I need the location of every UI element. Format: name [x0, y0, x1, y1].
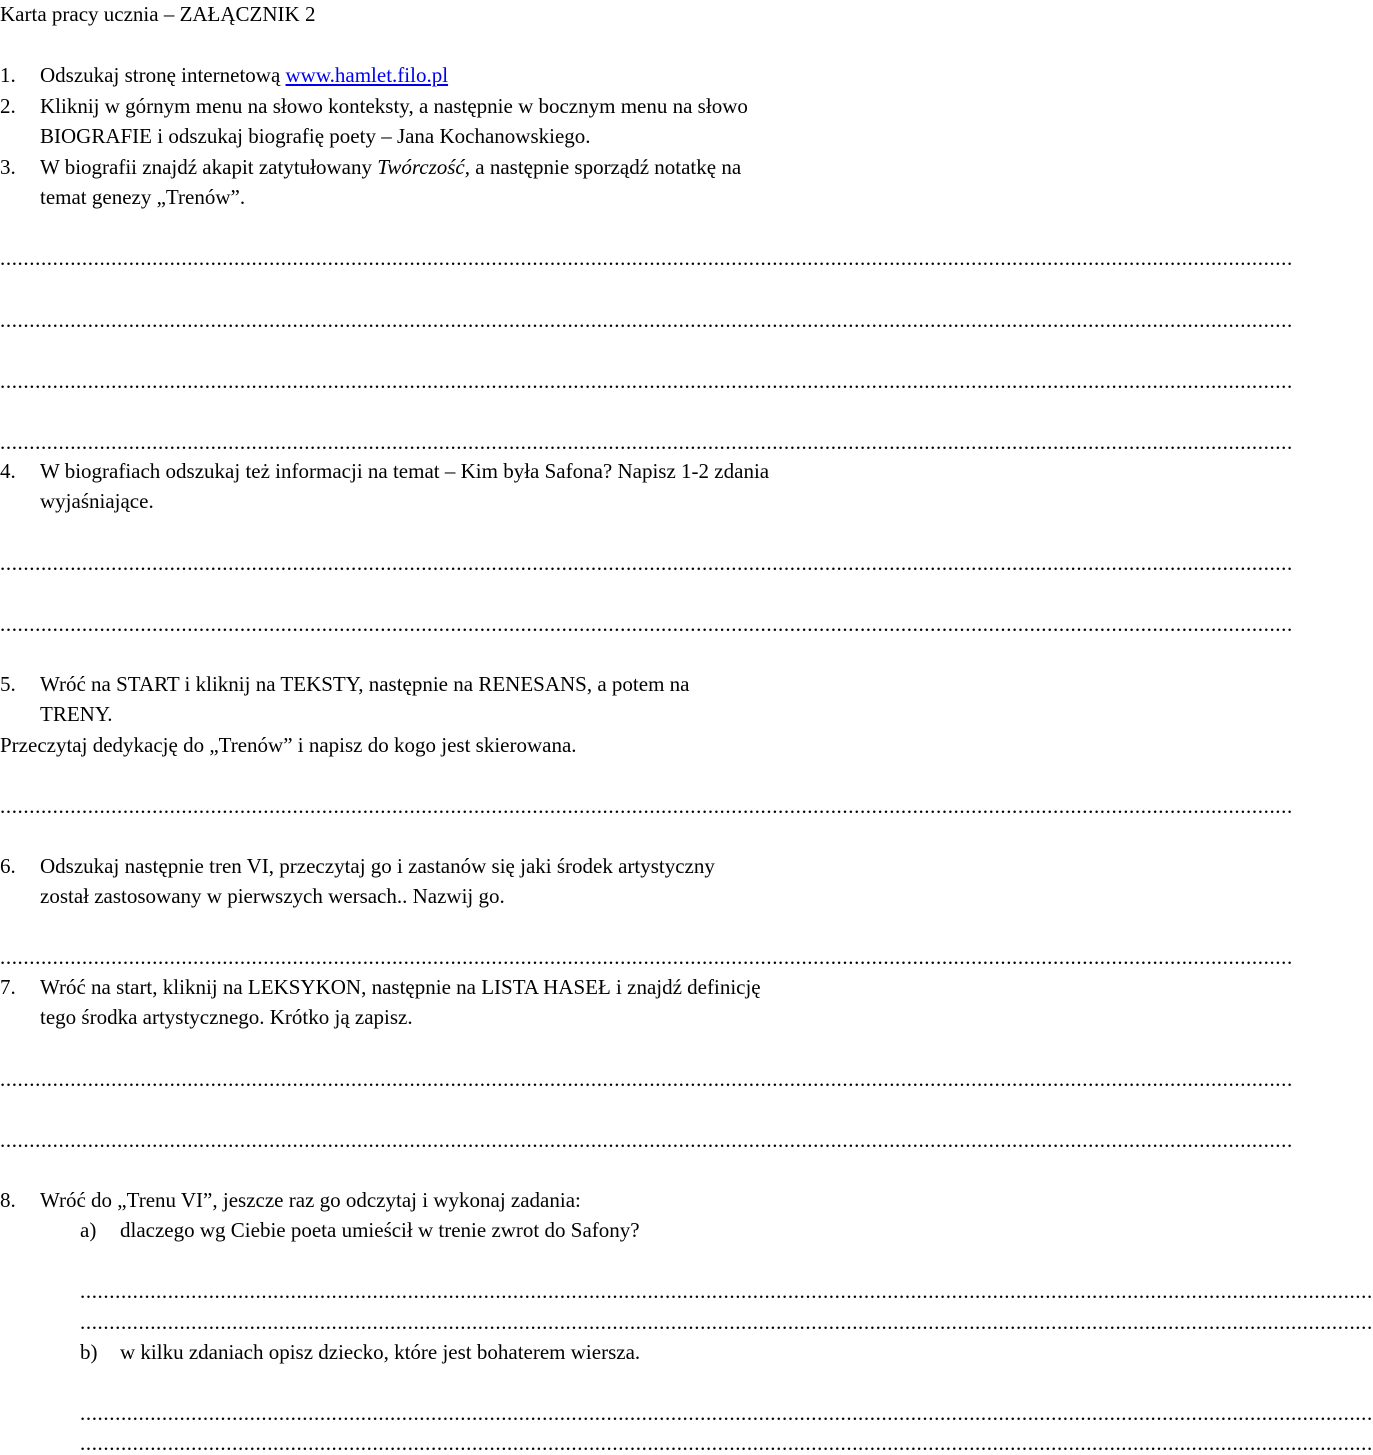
task-2-line-1: Kliknij w górnym menu na słowo konteksty, a następnie w bocznym menu na słowo: [40, 94, 748, 118]
task-8-number: 8.: [0, 1188, 16, 1212]
task-5-line-2: TRENY.: [40, 702, 113, 726]
answer-line[interactable]: .............................................................................................................................................................................................................................: [80, 1431, 1373, 1455]
task-1-number: 1.: [0, 63, 16, 87]
answer-line[interactable]: .............................................................................................................................................................................................................................: [0, 246, 1293, 270]
task-5-line-1: Wróć na START i kliknij na TEKSTY, następnie na RENESANS, a potem na: [40, 672, 690, 696]
answer-line[interactable]: .............................................................................................................................................................................................................................: [0, 551, 1293, 575]
answer-line[interactable]: .............................................................................................................................................................................................................................: [80, 1401, 1373, 1425]
task-8a-text: dlaczego wg Ciebie poeta umieścił w trenie zwrot do Safony?: [120, 1218, 640, 1242]
task-3-emphasis: Twórczość,: [377, 155, 471, 179]
task-7-number: 7.: [0, 975, 16, 999]
task-7-line-2: tego środka artystycznego. Krótko ją zapisz.: [40, 1005, 413, 1029]
task-6-line-1: Odszukaj następnie tren VI, przeczytaj go i zastanów się jaki środek artystyczny: [40, 854, 715, 878]
task-4-number: 4.: [0, 459, 16, 483]
answer-line[interactable]: .............................................................................................................................................................................................................................: [0, 612, 1293, 636]
answer-line[interactable]: .............................................................................................................................................................................................................................: [0, 1128, 1293, 1152]
task-7-line-1: Wróć na start, kliknij na LEKSYKON, następnie na LISTA HASEŁ i znajdź definicję: [40, 975, 761, 999]
answer-line[interactable]: .............................................................................................................................................................................................................................: [0, 430, 1293, 454]
task-1-text: [40, 65, 448, 86]
website-link[interactable]: www.hamlet.filo.pl: [285, 63, 449, 87]
page-title: Karta pracy ucznia – ZAŁĄCZNIK 2: [0, 2, 316, 26]
task-3-text-a: W biografii znajdź akapit zatytułowany: [40, 155, 378, 179]
task-3-line-2: temat genezy „Trenów”.: [40, 185, 246, 209]
task-5-line-3: Przeczytaj dedykację do „Trenów” i napisz do kogo jest skierowana.: [0, 733, 577, 757]
task-8b-text: w kilku zdaniach opisz dziecko, które jest bohaterem wiersza.: [120, 1340, 641, 1364]
task-3-number: 3.: [0, 155, 16, 179]
task-6-number: 6.: [0, 854, 16, 878]
task-6-line-2: został zastosowany w pierwszych wersach.. Nazwij go.: [40, 884, 505, 908]
answer-line[interactable]: .............................................................................................................................................................................................................................: [0, 369, 1293, 393]
task-4-line-1: W biografiach odszukaj też informacji na temat – Kim była Safona? Napisz 1-2 zdania: [40, 459, 770, 483]
task-5-number: 5.: [0, 672, 16, 696]
answer-line[interactable]: .............................................................................................................................................................................................................................: [0, 794, 1293, 818]
answer-line[interactable]: .............................................................................................................................................................................................................................: [0, 1067, 1293, 1091]
task-8a-label: a): [80, 1218, 97, 1242]
answer-line[interactable]: .............................................................................................................................................................................................................................: [80, 1310, 1373, 1334]
answer-line[interactable]: .............................................................................................................................................................................................................................: [0, 945, 1293, 969]
task-8b-label: b): [80, 1340, 98, 1364]
task-4-line-2: wyjaśniające.: [40, 489, 154, 513]
answer-line[interactable]: .............................................................................................................................................................................................................................: [80, 1279, 1373, 1303]
task-2-line-2: BIOGRAFIE i odszukaj biografię poety – Jana Kochanowskiego.: [40, 124, 591, 148]
answer-line[interactable]: .............................................................................................................................................................................................................................: [0, 308, 1293, 332]
task-8-line-1: Wróć do „Trenu VI”, jeszcze raz go odczytaj i wykonaj zadania:: [40, 1188, 581, 1212]
task-3-line-1: [40, 157, 741, 178]
task-2-number: 2.: [0, 94, 16, 118]
task-1-label: Odszukaj stronę internetową: [40, 63, 286, 87]
task-3-text-b: a następnie sporządź notatkę na: [470, 155, 742, 179]
